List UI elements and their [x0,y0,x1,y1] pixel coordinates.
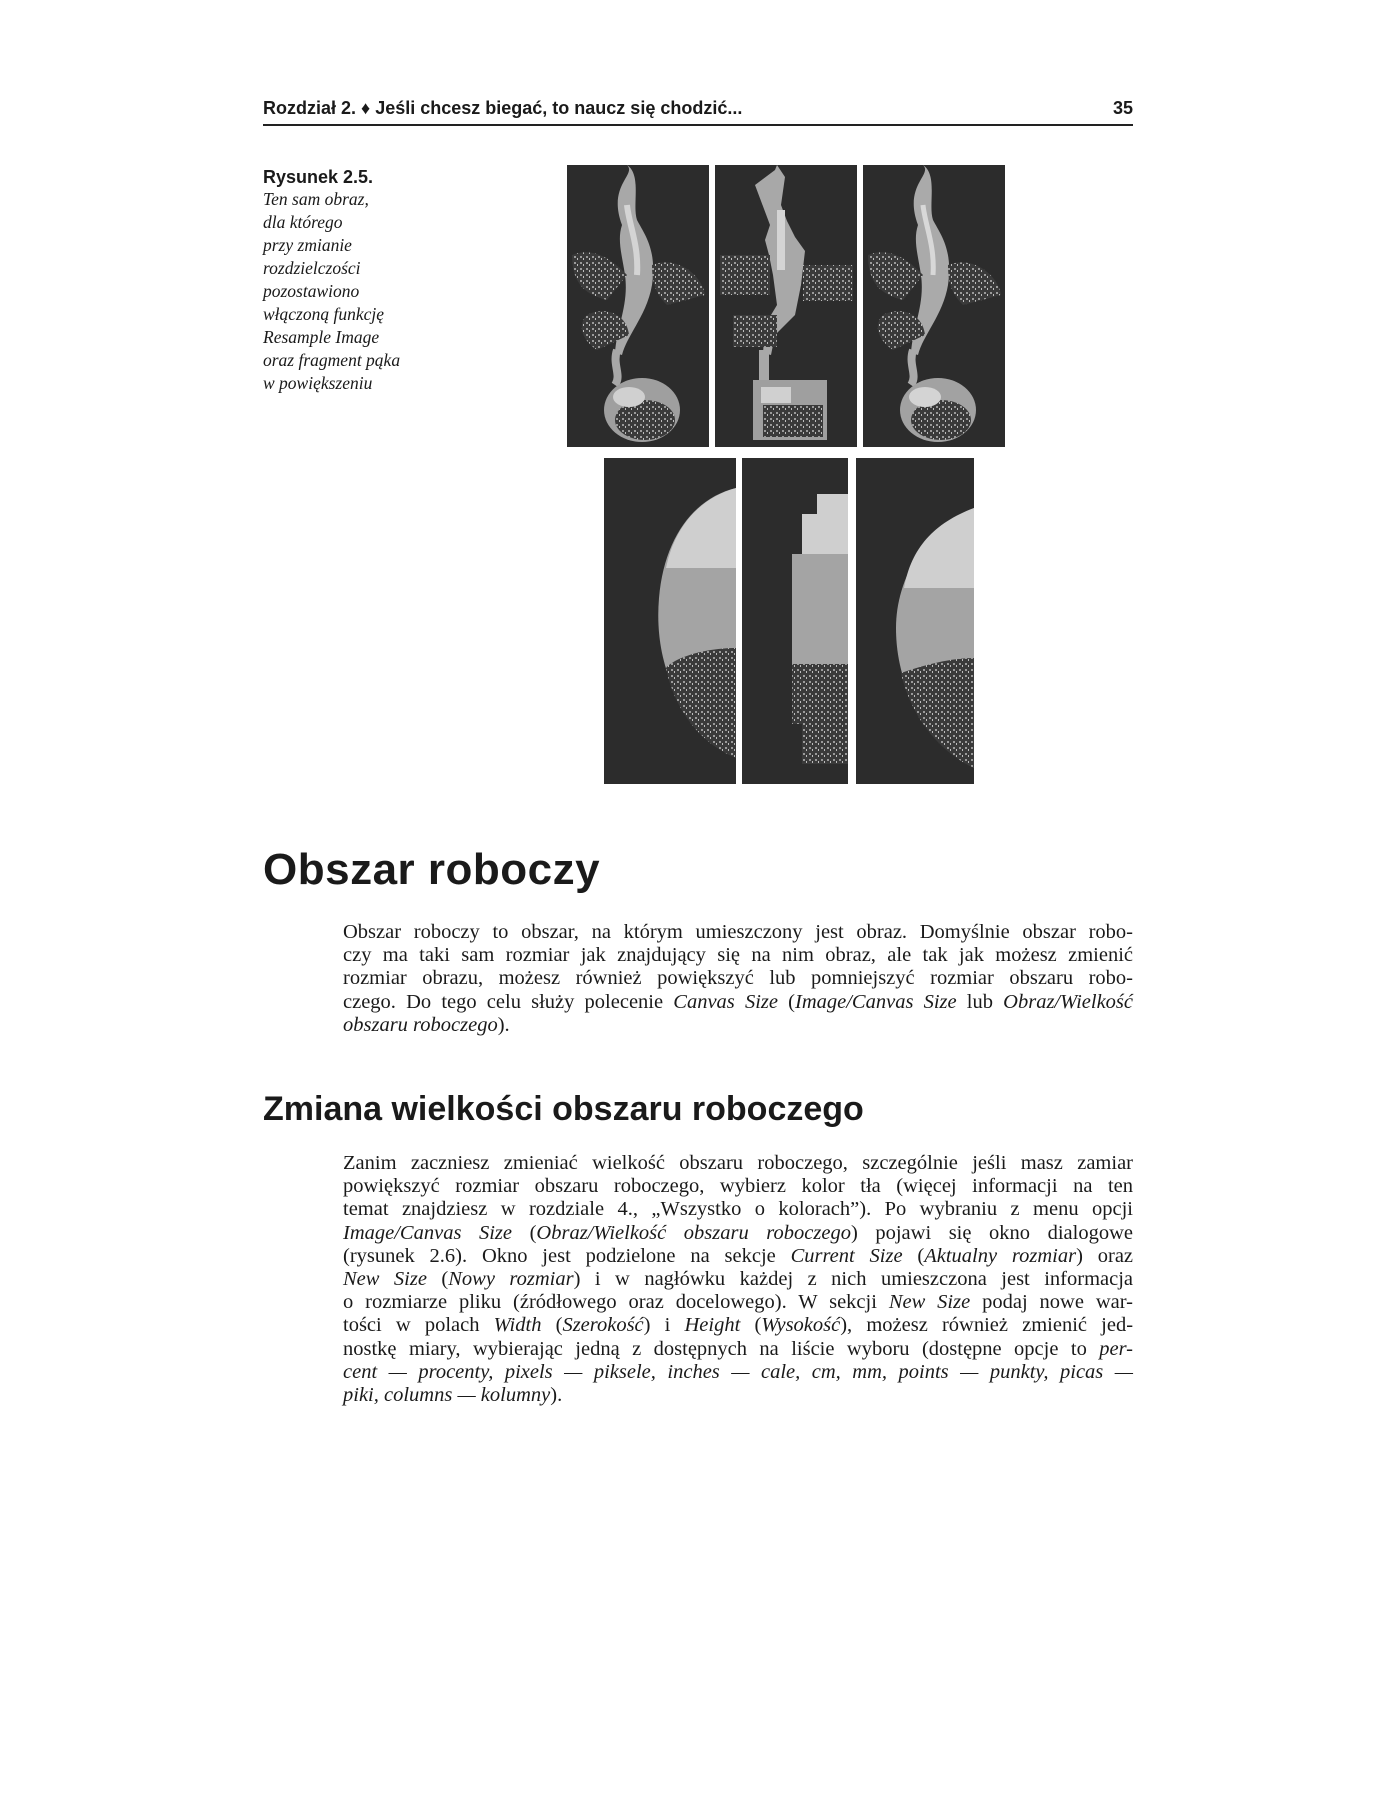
section-paragraph [343,921,1133,1037]
figure-label: Rysunek 2.5. [263,167,374,187]
bud-fragment-1 [604,458,736,784]
caption-line: włączoną funkcję [263,304,385,324]
text-line: Obszar roboczy to obszar, na którym umieszczony jest obraz. Domyślnie obszar robo- [343,921,1133,943]
caption-line: pozostawiono [263,281,360,301]
caption-line: w powiększeniu [263,373,373,393]
running-header [263,98,1133,126]
text-line: powiększyć rozmiar obszaru roboczego, wybierz kolor tła (więcej informacji na ten [343,1175,1133,1198]
text-line: nostkę miary, wybierając jedną z dostępnych na liście wyboru (dostępne opcje to per- [343,1337,1133,1360]
flower-image-1 [567,165,709,447]
caption-line: Ten sam obraz, [263,189,369,209]
figure-caption [263,166,463,395]
section-heading: Obszar roboczy [263,845,601,894]
flower-image-3 [863,165,1005,447]
caption-line: dla którego [263,212,343,232]
bud-fragment-3 [856,458,974,784]
page-number: 35 [1112,98,1133,118]
text-line: piki, columns — kolumny). [343,1384,563,1407]
text-line: Image/Canvas Size (Obraz/Wielkość obszaru roboczego) pojawi się okno dialogowe [343,1221,1133,1244]
bud-fragment-2 [742,458,848,784]
text-line: tości w polach Width (Szerokość) i Height (Wysokość), możesz również zmienić jed- [343,1314,1134,1337]
subsection-paragraph [343,1152,1133,1407]
text-line: Zanim zaczniesz zmieniać wielkość obszaru roboczego, szczególnie jeśli masz zamiar [343,1152,1133,1174]
caption-line: oraz fragment pąka [263,350,401,370]
text-line: rozmiar obrazu, możesz również powiększyć lub pomniejszyć rozmiar obszaru robo- [343,967,1133,990]
text-line: obszaru roboczego). [343,1013,510,1036]
text-line: o rozmiarze pliku (źródłowego oraz docelowego). W sekcji New Size podaj nowe war- [343,1291,1133,1314]
caption-line: przy zmianie [263,235,352,255]
text-line: New Size (Nowy rozmiar) i w nagłówku każdej z nich umieszczona jest informacja [343,1268,1134,1291]
text-line: cent — procenty, pixels — piksele, inches — cale, cm, mm, points — punkty, picas — [343,1360,1133,1383]
text-line: czego. Do tego celu służy polecenie Canvas Size (Image/Canvas Size lub Obraz/Wielkość [343,990,1133,1013]
subsection-heading: Zmiana wielkości obszaru roboczego [263,1090,864,1128]
text-line: czy ma taki sam rozmiar jak znajdujący się na nim obraz, ale tak jak możesz zmienić [343,944,1133,967]
flower-image-2 [715,165,857,447]
text-line: (rysunek 2.6). Okno jest podzielone na sekcje Current Size (Aktualny rozmiar) oraz [343,1244,1134,1267]
caption-line: Resample Image [263,327,380,347]
text-line: temat znajdziesz w rozdziale 4., „Wszystko o kolorach”). Po wybraniu z menu opcji [343,1198,1133,1221]
chapter-title: Rozdział 2. ♦ Jeśli chcesz biegać, to naucz się chodzić... [263,98,743,118]
caption-line: rozdzielczości [263,258,361,278]
